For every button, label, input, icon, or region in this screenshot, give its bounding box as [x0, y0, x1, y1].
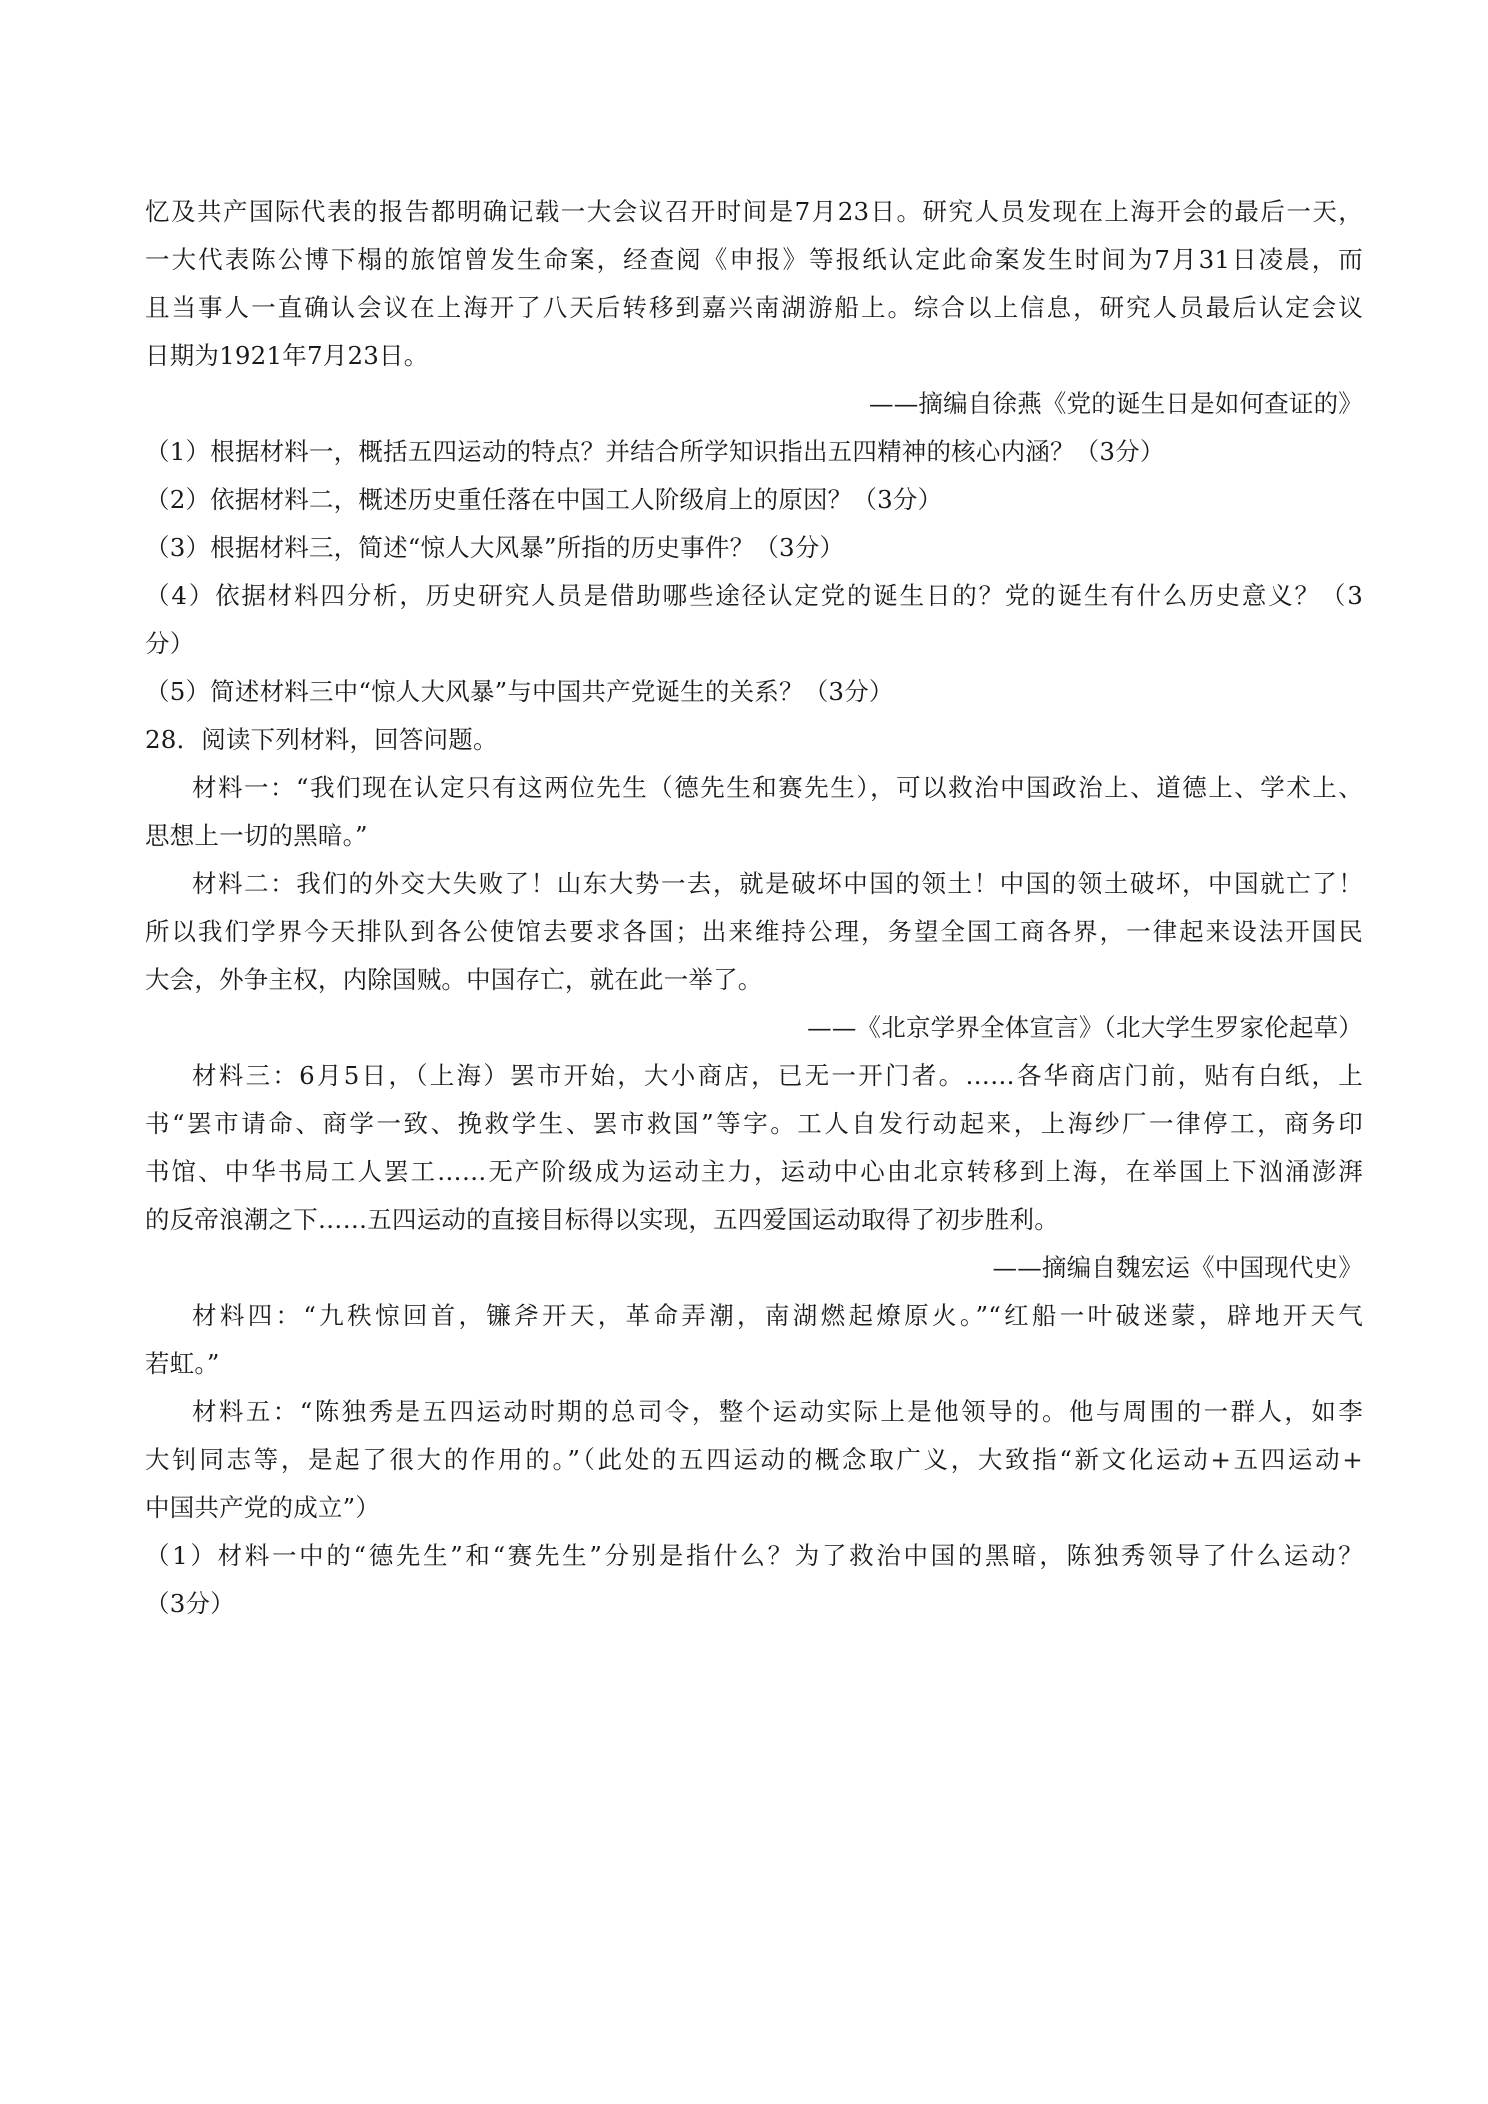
material-5 [145, 1388, 1363, 1532]
source-citation: ——《北京学界全体宣言》（北大学生罗家伦起草） [807, 1013, 1363, 1042]
source-citation: ——摘编自徐燕《党的诞生日是如何查证的》 [869, 389, 1363, 418]
question-heading: 28．阅读下列材料，回答问题。 [145, 725, 498, 754]
text-line: 一大代表陈公博下榻的旅馆曾发生命案，经查阅《申报》等报纸认定此命案发生时间为7月31日凌晨，而 [145, 245, 1363, 274]
subquestion: （2）依据材料二，概述历史重任落在中国工人阶级肩上的原因？（3分） [145, 485, 943, 514]
subquestion: （1）材料一中的“德先生”和“赛先生”分别是指什么？为了救治中国的黑暗，陈独秀领导了什么运动？ [145, 1541, 1363, 1570]
text-line: 思想上一切的黑暗。” [145, 821, 368, 850]
exam-page [145, 188, 1363, 1628]
q27-subquestions [145, 428, 1363, 716]
material-4-continued [145, 188, 1363, 428]
subquestion: （5）简述材料三中“惊人大风暴”与中国共产党诞生的关系？（3分） [145, 677, 894, 706]
text-line: 材料五：“陈独秀是五四运动时期的总司令，整个运动实际上是他领导的。他与周围的一群人，如李 [192, 1397, 1363, 1426]
text-line: 忆及共产国际代表的报告都明确记载一大会议召开时间是7月23日。研究人员发现在上海开会的最后一天， [145, 197, 1363, 226]
subquestion: （1）根据材料一，概括五四运动的特点？并结合所学知识指出五四精神的核心内涵？（3分） [145, 437, 1165, 466]
text-line: 材料三：6月5日，（上海）罢市开始，大小商店，已无一开门者。……各华商店门前，贴有白纸，上 [192, 1061, 1363, 1090]
text-line: 大钊同志等，是起了很大的作用的。”（此处的五四运动的概念取广义，大致指“新文化运动+五四运动+ [145, 1445, 1363, 1474]
subquestion-continued: （3分） [145, 1589, 235, 1618]
text-line: 且当事人一直确认会议在上海开了八天后转移到嘉兴南湖游船上。综合以上信息，研究人员最后认定会议 [145, 293, 1363, 322]
material-3 [145, 1052, 1363, 1292]
material-1 [145, 764, 1363, 860]
material-4 [145, 1292, 1363, 1388]
text-line: 日期为1921年7月23日。 [145, 341, 429, 370]
text-line: 若虹。” [145, 1349, 220, 1378]
text-line: 书馆、中华书局工人罢工……无产阶级成为运动主力，运动中心由北京转移到上海，在举国上下汹涌澎湃 [145, 1157, 1363, 1186]
text-line: 材料一：“我们现在认定只有这两位先生（德先生和赛先生），可以救治中国政治上、道德上、学术上、 [192, 773, 1363, 802]
text-line: 中国共产党的成立”） [145, 1493, 381, 1522]
question-28 [145, 716, 1363, 1628]
text-line: 材料四：“九秩惊回首，镰斧开天，革命弄潮，南湖燃起燎原火。”“红船一叶破迷蒙，辟地开天气 [192, 1301, 1363, 1330]
text-line: 所以我们学界今天排队到各公使馆去要求各国；出来维持公理，务望全国工商各界，一律起来设法开国民 [145, 917, 1363, 946]
q28-subquestions [145, 1532, 1363, 1628]
subquestion-continued: 分） [145, 629, 195, 658]
text-line: 材料二：我们的外交大失败了！山东大势一去，就是破坏中国的领土！中国的领土破坏，中国就亡了！ [192, 869, 1363, 898]
subquestion: （4）依据材料四分析，历史研究人员是借助哪些途径认定党的诞生日的？党的诞生有什么历史意义？（3 [145, 581, 1363, 610]
source-citation: ——摘编自魏宏运《中国现代史》 [992, 1253, 1363, 1282]
subquestion: （3）根据材料三，简述“惊人大风暴”所指的历史事件？（3分） [145, 533, 845, 562]
text-line: 书“罢市请命、商学一致、挽救学生、罢市救国”等字。工人自发行动起来，上海纱厂一律停工，商务印 [145, 1109, 1363, 1138]
text-line: 大会，外争主权，内除国贼。中国存亡，就在此一举了。 [145, 965, 763, 994]
text-line: 的反帝浪潮之下……五四运动的直接目标得以实现，五四爱国运动取得了初步胜利。 [145, 1205, 1059, 1234]
material-2 [145, 860, 1363, 1052]
